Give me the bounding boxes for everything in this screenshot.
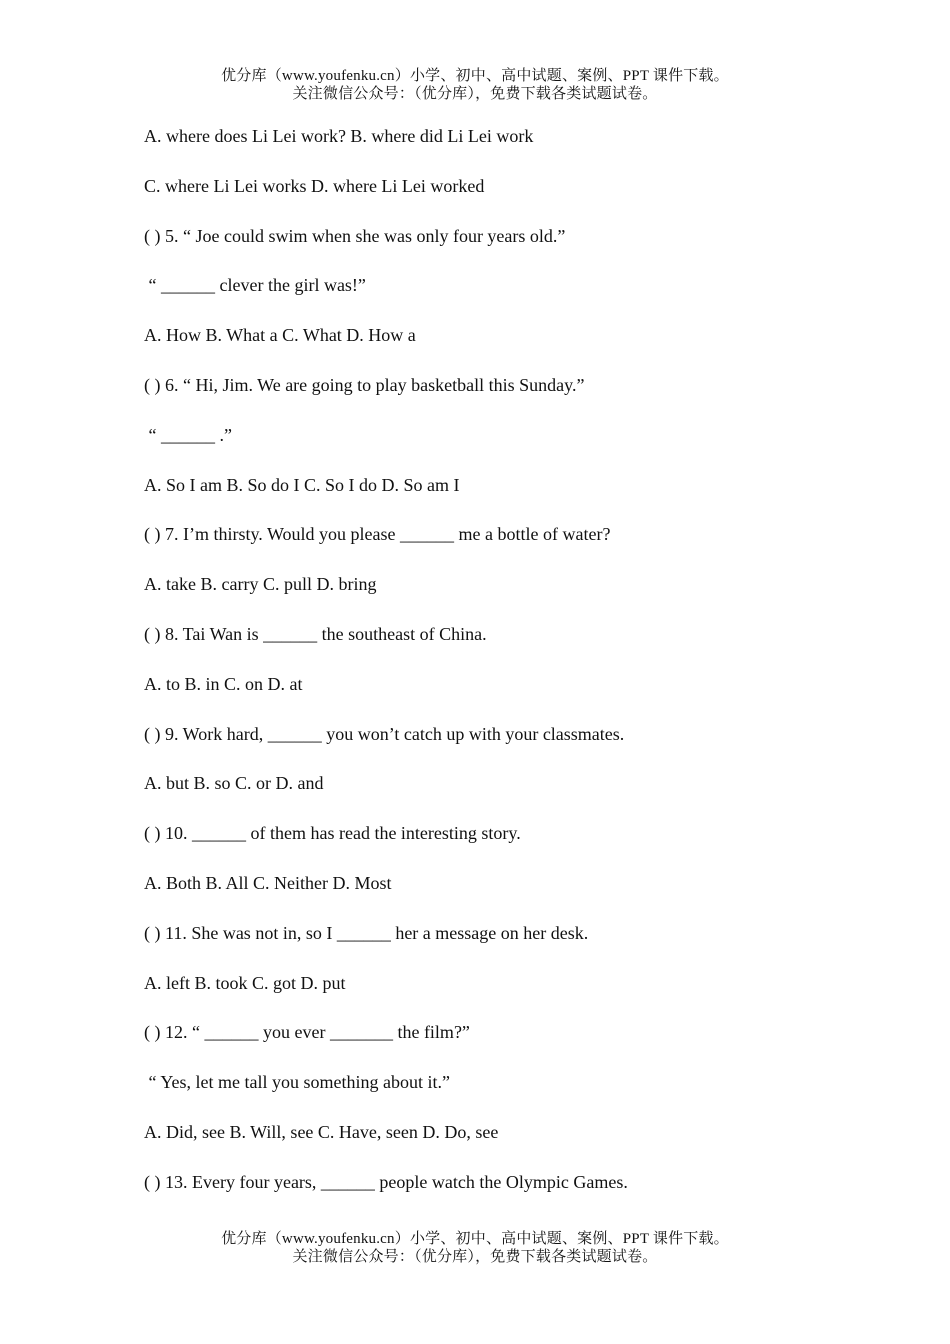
options-11: A. left B. took C. got D. put: [144, 972, 346, 993]
question-9: ( ) 9. Work hard, ______ you won’t catch up with your classmates.: [144, 723, 625, 744]
text-line: “ ______ clever the girl was!”: [144, 275, 366, 296]
options-9: A. but B. so C. or D. and: [144, 773, 324, 794]
footer-line-1: 优分库（www.youfenku.cn）小学、初中、高中试题、案例、PPT 课件下载。: [221, 1231, 729, 1247]
options-12: A. Did, see B. Will, see C. Have, seen D. Do, see: [144, 1121, 499, 1142]
text-line: “ Yes, let me tall you something about it.”: [144, 1072, 450, 1093]
question-5: ( ) 5. “ Joe could swim when she was only four years old.”: [144, 225, 566, 246]
text-line: “ ______ .”: [144, 424, 232, 445]
options-10: A. Both B. All C. Neither D. Most: [144, 872, 392, 893]
footer-line-2: 关注微信公众号：（优分库），免费下载各类试题试卷。: [292, 1249, 658, 1265]
question-13: ( ) 13. Every four years, ______ people watch the Olympic Games.: [144, 1171, 628, 1192]
question-7: ( ) 7. I’m thirsty. Would you please ______ me a bottle of water?: [144, 524, 611, 545]
page-header: [0, 67, 950, 103]
options-7: A. take B. carry C. pull D. bring: [144, 574, 377, 595]
question-6: ( ) 6. “ Hi, Jim. We are going to play basketball this Sunday.”: [144, 374, 585, 395]
question-12: ( ) 12. “ ______ you ever _______ the film?”: [144, 1022, 470, 1043]
page-footer: [0, 1230, 950, 1266]
header-line-1: 优分库（www.youfenku.cn）小学、初中、高中试题、案例、PPT 课件下载。: [221, 68, 729, 84]
options-6: A. So I am B. So do I C. So I do D. So am I: [144, 474, 460, 495]
question-10: ( ) 10. ______ of them has read the interesting story.: [144, 823, 521, 844]
question-11: ( ) 11. She was not in, so I ______ her a message on her desk.: [144, 922, 589, 943]
text-line: C. where Li Lei works D. where Li Lei worked: [144, 175, 485, 196]
options-5: A. How B. What a C. What D. How a: [144, 325, 416, 346]
options-8: A. to B. in C. on D. at: [144, 673, 303, 694]
document-body: [144, 124, 844, 1220]
question-8: ( ) 8. Tai Wan is ______ the southeast of China.: [144, 623, 487, 644]
header-line-2: 关注微信公众号：（优分库），免费下载各类试题试卷。: [292, 86, 658, 102]
text-line: A. where does Li Lei work? B. where did Li Lei work: [144, 126, 534, 146]
